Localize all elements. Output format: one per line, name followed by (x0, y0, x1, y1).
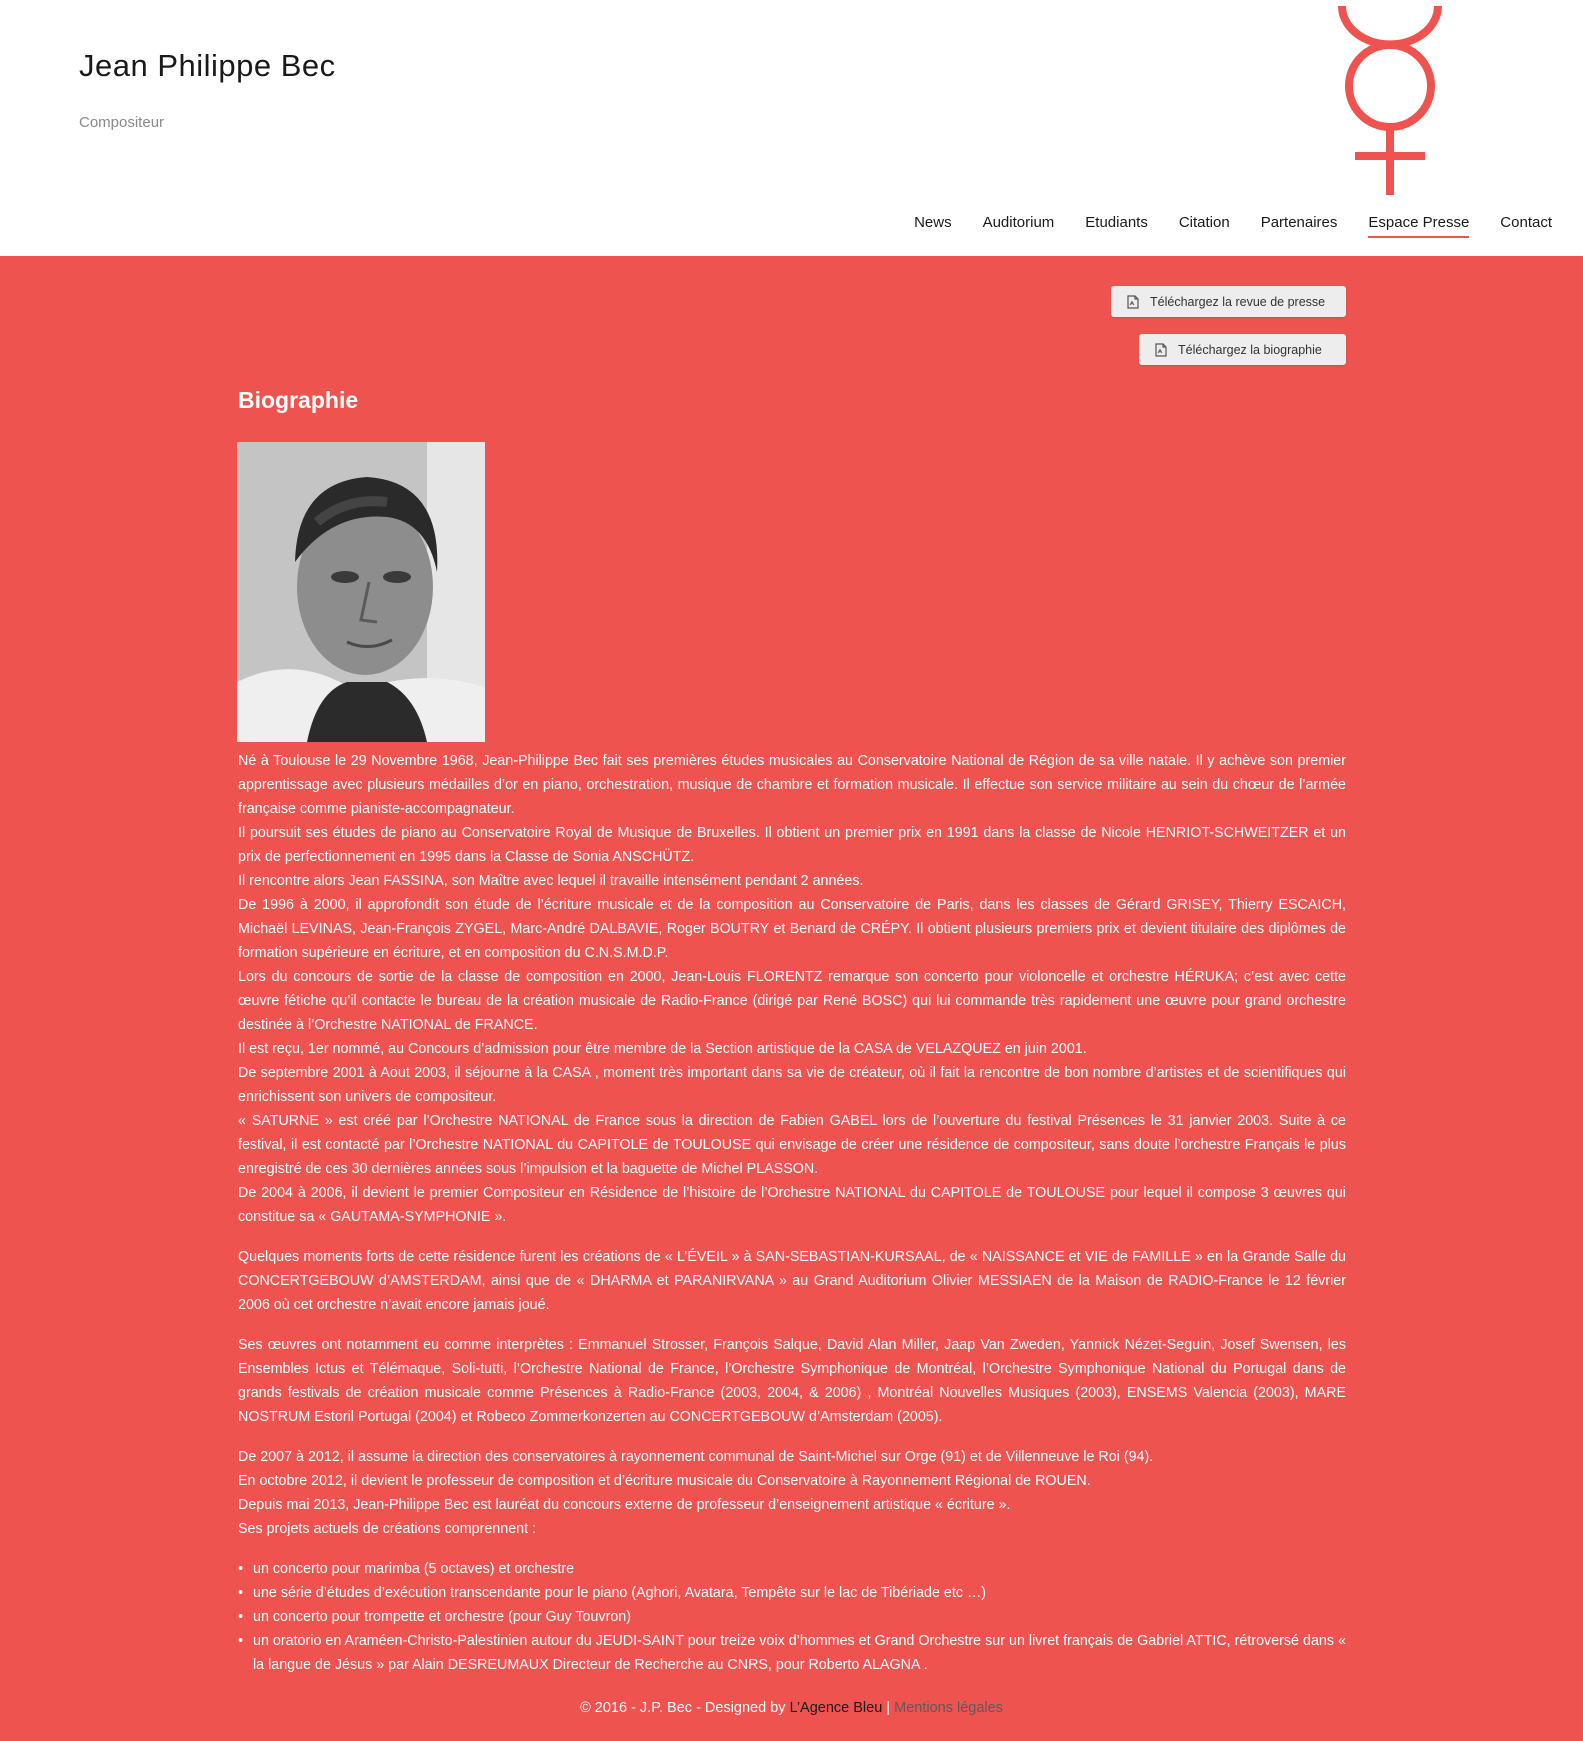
projects-list (238, 1557, 1346, 1677)
bio-paragraph: Il est reçu, 1er nommé, au Concours d’admission pour être membre de la Section artistique de la CASA de VELAZQUEZ en juin 2001. (238, 1041, 1087, 1057)
bio-paragraph: « SATURNE » est créé par l’Orchestre NATIONAL de France sous la direction de Fabien GABEL lors de l’ouverture du festival Présences le 31 janvier 2003. Suite à ce festival, il est contacté par l’Orchestre NATIONAL du CAPITOLE de TOULOUSE qui envisage de créer une résidence de compositeur, sans doute l’orchestre Français le plus enregistré de ces 30 dernières années sous l’impulsion et la baguette de Michel PLASSON. (238, 1113, 1346, 1177)
download-biography-label: Téléchargez la biographie (1178, 342, 1322, 357)
biography-content (238, 749, 1346, 1677)
mercury-symbol-icon[interactable] (1338, 0, 1442, 200)
performers-paragraph: Ses œuvres ont notamment eu comme interprètes : Emmanuel Strosser, François Salque, David Alan Miller, Jaap Van Zweden, Yannick Nézet-Seguin, Josef Swensen, les Ensembles Ictus et Télémaque, Soli-tutti, l’Orchestre National de France, l’Orchestre Symphonique de Montréal, l’Orchestre Symphonique National du Portugal dans de grands festivals de création musicale comme Présences à Radio-France (2003, 2004, & 2006) , Montréal Nouvelles Musiques (2003), ENSEMS Valencia (2003), MARE NOSTRUM Estoril Portugal (2004) et Robeco Zommerkonzerten au CONCERTGEBOUW d’Amsterdam (2005). (238, 1337, 1346, 1425)
composer-portrait (237, 442, 485, 742)
recent-paragraph: Ses projets actuels de créations comprennent : (238, 1521, 537, 1537)
bio-paragraph: De 1996 à 2000, il approfondit son étude de l’écriture musicale et de la composition au Conservatoire de Paris, dans les classes de Gérard GRISEY, Thierry ESCAICH, Michaël LEVINAS, Jean-François ZYGEL, Marc-André DALBAVIE, Roger BOUTRY et Benard de CRÉPY. Il obtient plusieurs premiers prix et devient titulaire des diplômes de formation supérieure en écriture, et en composition du C.N.S.M.D.P. (238, 897, 1346, 961)
nav-news[interactable]: News (914, 214, 952, 231)
site-header (0, 0, 1583, 256)
project-item: • un oratorio en Araméen-Christo-Palestinien autour du JEUDI-SAINT pour treize voix d’hommes et Grand Orchestre sur un livret français de Gabriel ATTIC, rétroversé dans « la langue de Jésus » par Alain DESREUMAUX Directeur de Recherche au CNRS, pour Roberto ALAGNA . (238, 1629, 1346, 1677)
nav-auditorium[interactable]: Auditorium (982, 214, 1055, 231)
nav-citation[interactable]: Citation (1178, 214, 1230, 231)
bio-paragraph: Il rencontre alors Jean FASSINA, son Maître avec lequel il travaille intensément pendant 2 années. (238, 873, 864, 889)
footer-copyright: © 2016 - J.P. Bec - Designed by (580, 1700, 790, 1716)
project-item: • un concerto pour trompette et orchestre (pour Guy Touvron) (238, 1605, 1346, 1629)
recent-paragraph: En octobre 2012, il devient le professeur de composition et d’écriture musicale du Conservatoire à Rayonnement Régional de ROUEN. (238, 1473, 1091, 1489)
download-press-review-button[interactable] (1111, 286, 1346, 317)
recent-paragraph: Depuis mai 2013, Jean-Philippe Bec est lauréat du concours externe de professeur d’enseignement artistique « écriture ». (238, 1497, 1011, 1513)
site-title[interactable]: Jean Philippe Bec (79, 48, 336, 83)
residence-paragraph: Quelques moments forts de cette résidence furent les créations de « L’ÉVEIL » à SAN-SEBASTIAN-KURSAAL, de « NAISSANCE et VIE de FAMILLE » en la Grande Salle du CONCERTGEBOUW d’AMSTERDAM, ainsi que de « DHARMA et PARANIRVANA » au Grand Auditorium Olivier MESSIAEN de la Maison de RADIO-France le 12 février 2006 où cet orchestre n’avait encore jamais joué. (238, 1249, 1346, 1313)
nav-contact[interactable]: Contact (1500, 214, 1552, 231)
recent-paragraph: De 2007 à 2012, il assume la direction des conservatoires à rayonnement communal de Saint-Michel sur Orge (91) et de Villenneuve le Roi (94). (238, 1449, 1154, 1465)
nav-etudiants[interactable]: Etudiants (1085, 214, 1148, 231)
download-press-review-label: Téléchargez la revue de presse (1150, 294, 1326, 309)
site-tagline: Compositeur (79, 114, 165, 131)
bio-paragraph: Né à Toulouse le 29 Novembre 1968, Jean-Philippe Bec fait ses premières études musicales au Conservatoire National de Région de sa ville natale. Il y achève son premier apprentissage avec plusieurs médailles d’or en piano, orchestration, musique de chambre et formation musicale. Il effectue son service militaire au sein du chœur de l’armée française comme pianiste-accompagnateur. (238, 753, 1346, 817)
footer-separator: | (882, 1700, 895, 1716)
pdf-file-icon (1155, 343, 1167, 357)
bio-paragraph: Lors du concours de sortie de la classe de composition en 2000, Jean-Louis FLORENTZ remarque son concerto pour violoncelle et orchestre HÉRUKA; c’est avec cette œuvre fétiche qu’il contacte le bureau de la création musicale de Radio-France (dirigé par René BOSC) qui lui commande très rapidement une œuvre pour grand orchestre destinée à l’Orchestre NATIONAL de FRANCE. (238, 969, 1346, 1033)
nav-partenaires[interactable]: Partenaires (1260, 214, 1338, 231)
bio-paragraph: Il poursuit ses études de piano au Conservatoire Royal de Musique de Bruxelles. Il obtient un premier prix en 1991 dans la classe de Nicole HENRIOT-SCHWEITZER et un prix de perfectionnement en 1995 dans la Classe de Sonia ANSCHÜTZ. (238, 825, 1346, 865)
project-item: • un concerto pour marimba (5 octaves) et orchestre (238, 1557, 1346, 1581)
download-biography-button[interactable] (1139, 334, 1346, 365)
site-footer (0, 1700, 1583, 1716)
nav-espace-presse[interactable]: Espace Presse (1368, 214, 1469, 238)
biography-heading: Biographie (238, 387, 359, 413)
pdf-file-icon (1127, 295, 1139, 309)
main-nav (914, 214, 1552, 238)
footer-legal-link[interactable]: Mentions légales (894, 1700, 1003, 1716)
bio-paragraph: De 2004 à 2006, il devient le premier Compositeur en Résidence de l’histoire de l’Orchestre NATIONAL du CAPITOLE de TOULOUSE pour lequel il compose 3 œuvres qui constitue sa « GAUTAMA-SYMPHONIE ». (238, 1185, 1346, 1225)
project-item: • une série d’études d’exécution transcendante pour le piano (Aghori, Avatara, Tempête sur le lac de Tibériade etc …) (238, 1581, 1346, 1605)
footer-agency-link[interactable]: L’Agence Bleu (789, 1700, 883, 1716)
bio-paragraph: De septembre 2001 à Aout 2003, il séjourne à la CASA , moment très important dans sa vie de créateur, où il fait la rencontre de bon nombre d’artistes et de scientifiques qui enrichissent son univers de compositeur. (238, 1065, 1346, 1105)
